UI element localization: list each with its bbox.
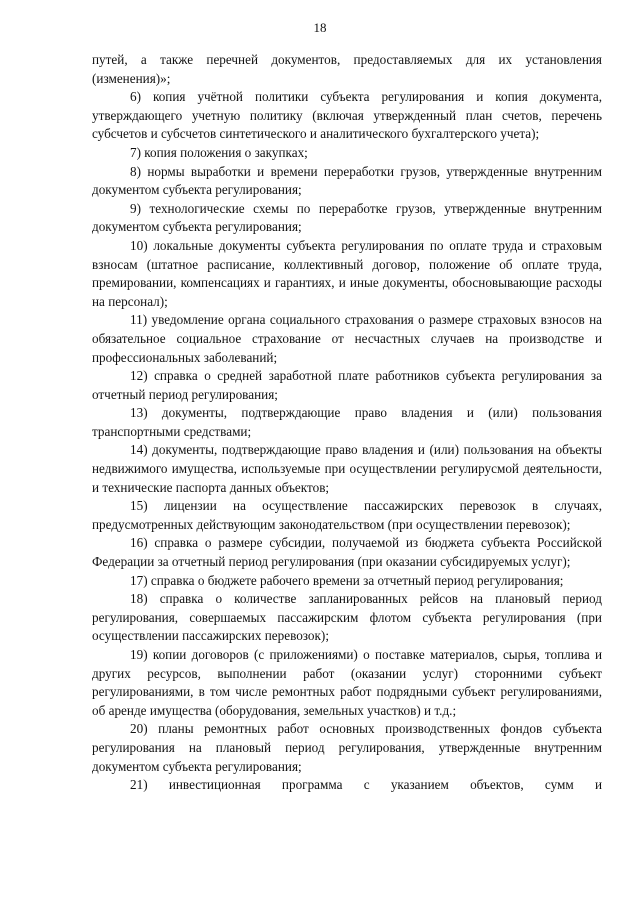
- document-body: [92, 51, 602, 795]
- list-item-9: 9) технологические схемы по переработке грузов, утвержденные внутренним документом субъекта регулирования;: [92, 200, 602, 235]
- list-item-14: 14) документы, подтверждающие право владения и (или) пользования на объекты недвижимого имущества, используемые при осуществлении регулирусмой деятельности, и технические паспорта данных объектов;: [92, 442, 602, 495]
- list-item-8: 8) нормы выработки и времени переработки грузов, утвержденные внутренним документом субъекта регулирования;: [92, 163, 602, 198]
- list-item-7: 7) копия положения о закупках;: [130, 144, 308, 160]
- list-item-12: 12) справка о средней заработной плате работников субъекта регулирования за отчетный период регулирования;: [92, 368, 602, 402]
- list-item-10: 10) локальные документы субъекта регулирования по оплате труда и страховым взносам (штатное расписание, коллективный договор, положение об оплате труда, премировании, компенсациях и гарантиях, и иные документы, обосновывающие расходы на персонал);: [92, 237, 602, 309]
- list-item-16: 16) справка о размере субсидии, получаемой из бюджета субъекта Российской Федерации за отчетный период регулирования (при оказании субсидируемых услуг);: [92, 535, 602, 570]
- list-item-21: 21) инвестиционная программа с указанием объектов, сумм и: [130, 777, 602, 793]
- list-item-17: 17) справка о бюджете рабочего времени за отчетный период регулирования;: [130, 572, 564, 588]
- list-item-11: 11) уведомление органа социального страхования о размере страховых взносов на обязательное социальное страхование от несчастных случаев на производстве и профессиональных заболеваний;: [92, 312, 602, 365]
- list-item-20: 20) планы ремонтных работ основных производственных фондов субъекта регулирования на плановый период регулирования, утвержденные внутренним документом субъекта регулирования;: [92, 721, 602, 774]
- page-number: 18: [313, 20, 327, 35]
- list-item-6: 6) копия учётной политики субъекта регулирования и копия документа, утверждающего учетную политику (включая утвержденный план счетов, перечень субсчетов и субсчетов синтетического и аналитического бухгалтерского учета);: [92, 89, 602, 142]
- list-item-15: 15) лицензии на осуществление пассажирских перевозок в случаях, предусмотренных действующим законодательством (при осуществлении перевозок);: [92, 498, 602, 532]
- list-item-13: 13) документы, подтверждающие право владения и (или) пользования транспортными средствами;: [92, 405, 602, 439]
- list-item-19: 19) копии договоров (с приложениями) о поставке материалов, сырья, топлива и других ресурсов, выполнении работ (оказании услуг) сторонними субъект регулированиями, в том числе ремонтных работ подрядными субъект регулированиями, об аренде имущества (оборудования, земельных участков) и т.д.;: [92, 647, 602, 718]
- list-item-18: 18) справка о количестве запланированных рейсов на плановый период регулирования, совершаемых пассажирским флотом субъекта регулирования (при осуществлении пассажирских перевозок);: [92, 591, 602, 644]
- paragraph-continuation: путей, а также перечней документов, предоставляемых для их установления (изменения)»;: [92, 52, 602, 86]
